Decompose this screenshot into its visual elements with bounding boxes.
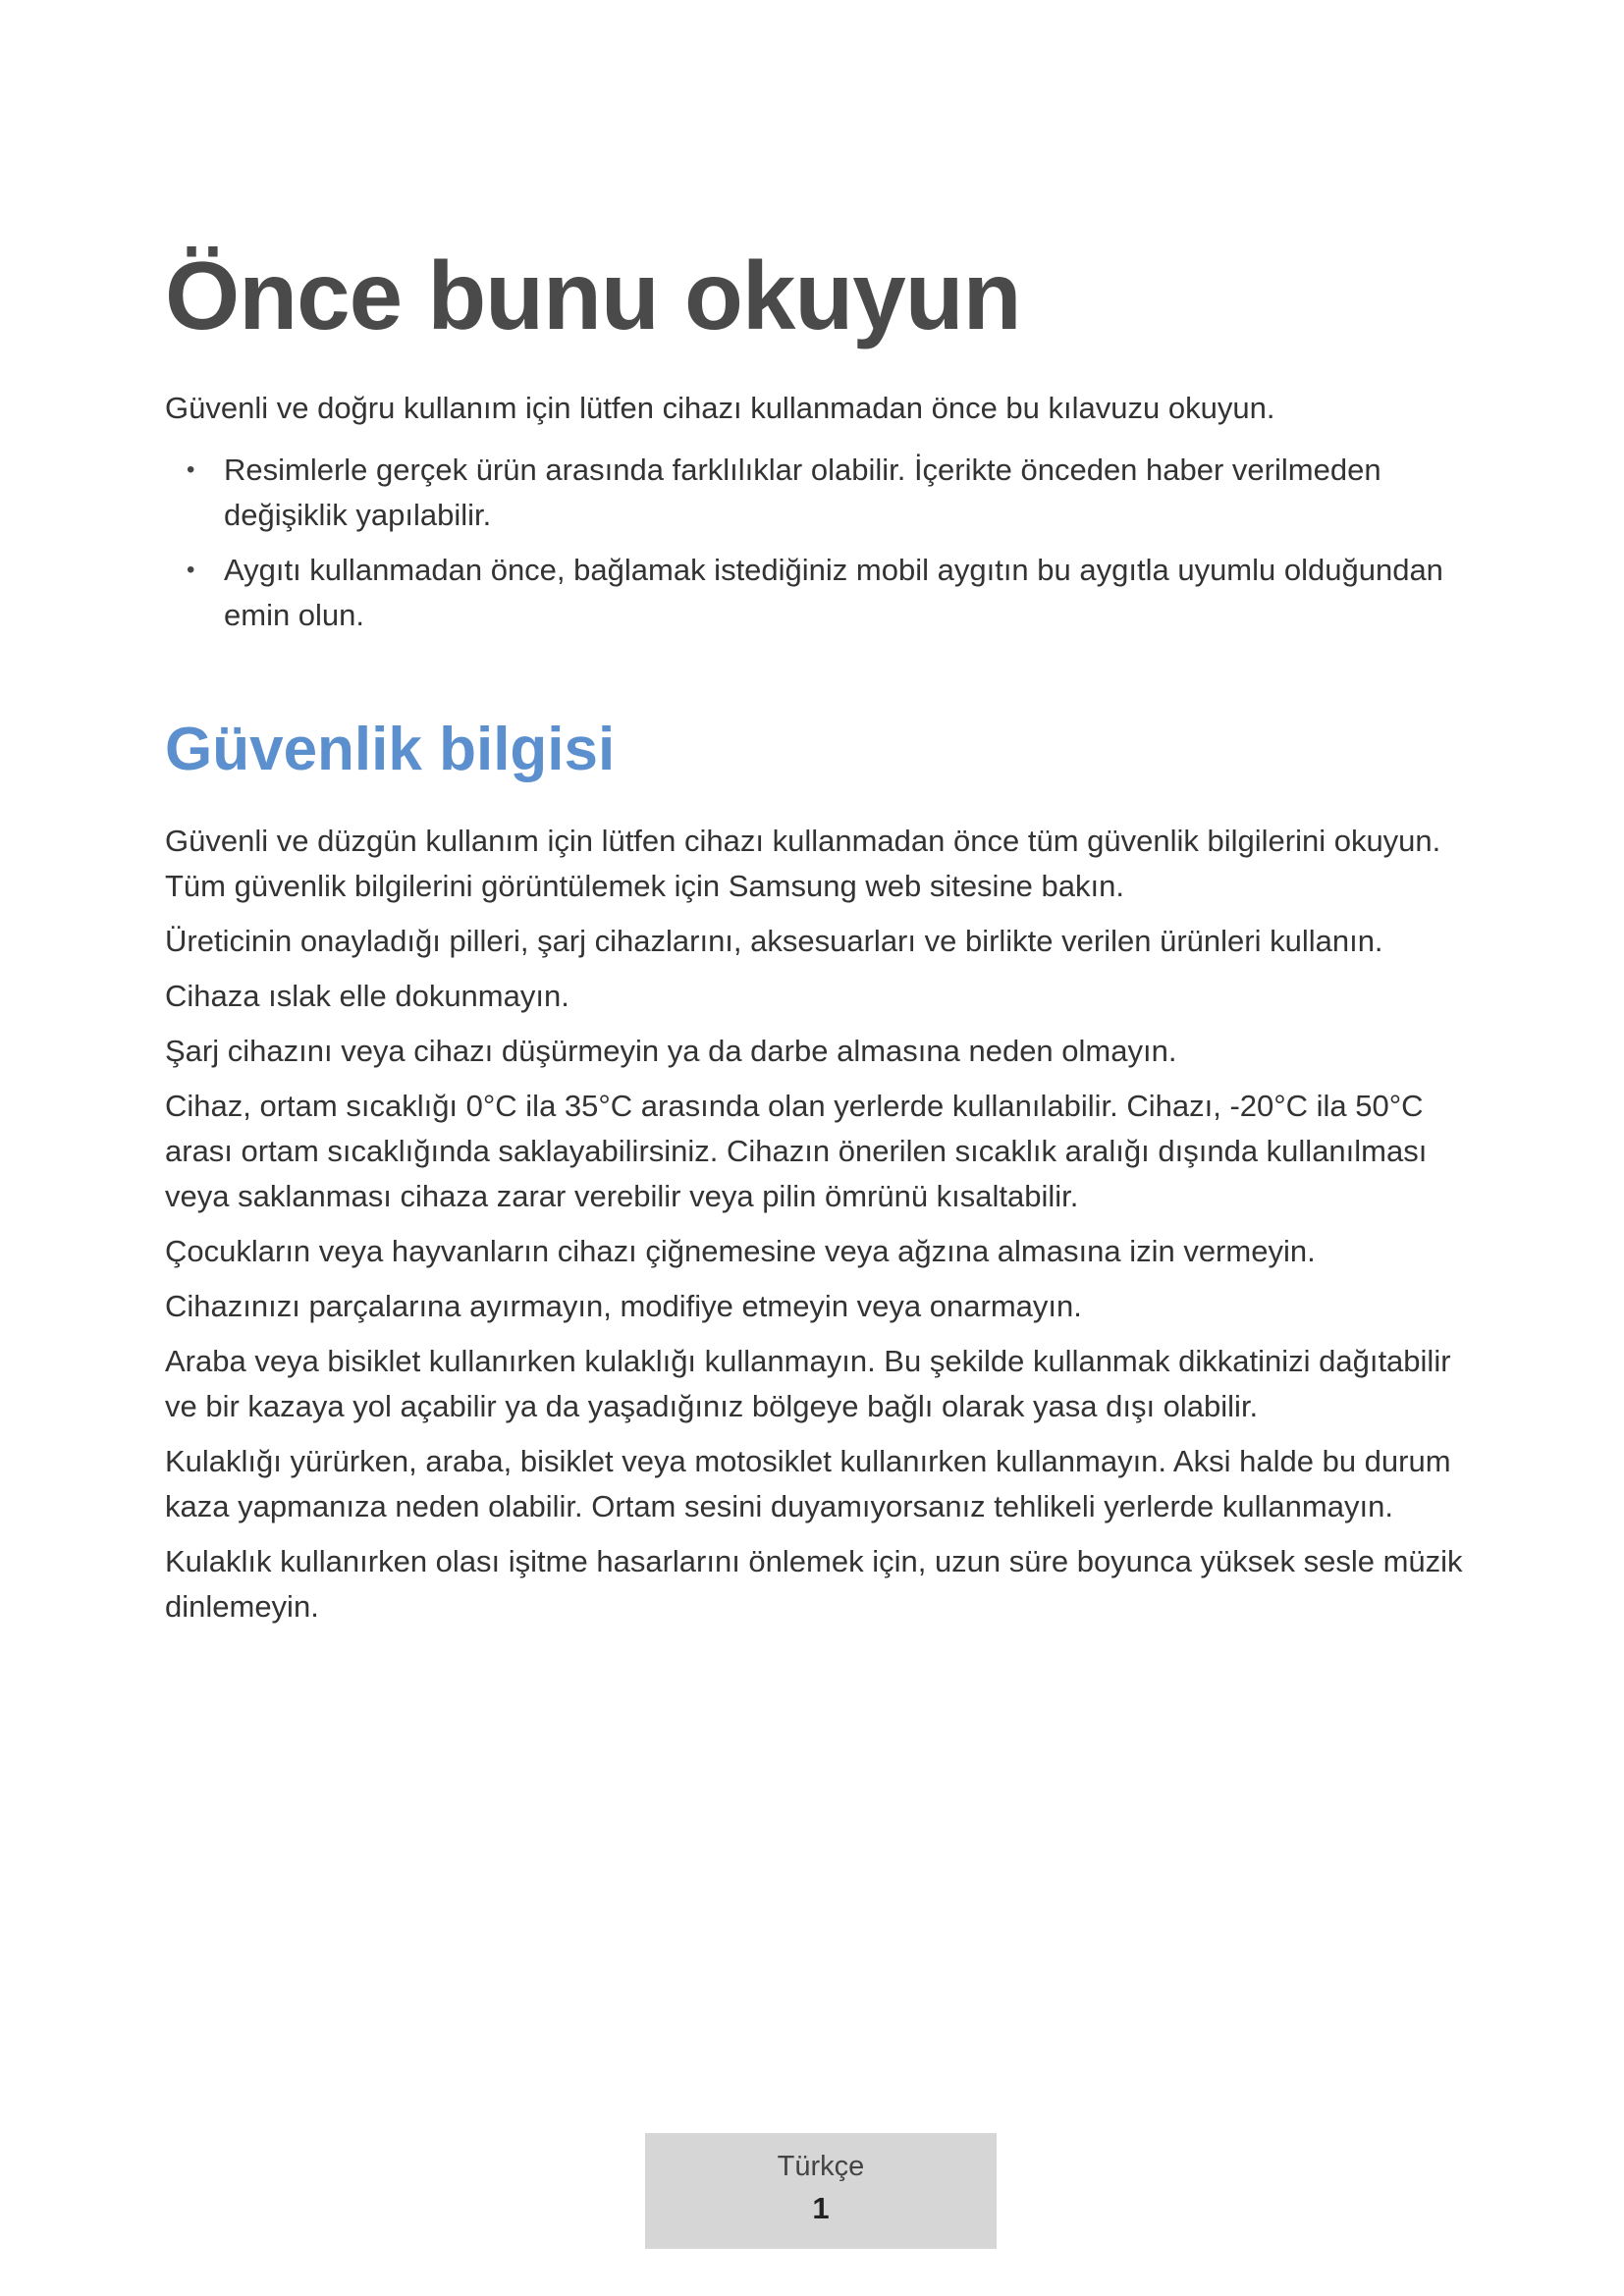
- safety-section-body: [165, 819, 1481, 1639]
- safety-paragraph: Kulaklık kullanırken olası işitme hasarlarını önlemek için, uzun süre boyunca yüksek sesle müzik dinlemeyin.: [165, 1544, 1463, 1624]
- bullet-icon: •: [187, 557, 195, 583]
- list-item: [165, 548, 1481, 638]
- list-item-text: Aygıtı kullanmadan önce, bağlamak istediğiniz mobil aygıtın bu aygıtla uyumlu olduğundan emin olun.: [224, 553, 1443, 632]
- safety-paragraph: Çocukların veya hayvanların cihazı çiğnemesine veya ağzına almasına izin vermeyin.: [165, 1234, 1316, 1268]
- safety-paragraph: Güvenli ve düzgün kullanım için lütfen cihazı kullanmadan önce tüm güvenlik bilgilerini okuyun. Tüm güvenlik bilgilerini görüntülemek için Samsung web sitesine bakın.: [165, 824, 1441, 903]
- safety-paragraph: Cihaza ıslak elle dokunmayın.: [165, 979, 569, 1013]
- page-title: Önce bunu okuyun: [165, 241, 1021, 349]
- list-item-text: Resimlerle gerçek ürün arasında farklılıklar olabilir. İçerikte önceden haber verilmeden değişiklik yapılabilir.: [224, 453, 1381, 532]
- bullet-list: [165, 448, 1481, 648]
- safety-paragraph: Kulaklığı yürürken, araba, bisiklet veya motosiklet kullanırken kullanmayın. Aksi halde bu durum kaza yapmanıza neden olabilir. Ortam sesini duyamıyorsanız tehlikeli yerlerde kullanmayın.: [165, 1444, 1451, 1523]
- page-number: 1: [812, 2191, 830, 2225]
- section-heading-safety: Güvenlik bilgisi: [165, 716, 616, 783]
- page-footer: [645, 2133, 997, 2249]
- list-item: [165, 448, 1481, 538]
- safety-paragraph: Şarj cihazını veya cihazı düşürmeyin ya da darbe almasına neden olmayın.: [165, 1034, 1177, 1068]
- safety-paragraph: Cihaz, ortam sıcaklığı 0°C ila 35°C arasında olan yerlerde kullanılabilir. Cihazı, -20°C ila 50°C arası ortam sıcaklığında saklayabilirsiniz. Cihazın önerilen sıcaklık aralığı dışında kullanılması veya saklanması cihaza zarar verebilir veya pilin ömrünü kısaltabilir.: [165, 1089, 1428, 1213]
- intro-paragraph: Güvenli ve doğru kullanım için lütfen cihazı kullanmadan önce bu kılavuzu okuyun.: [165, 391, 1275, 425]
- safety-paragraph: Üreticinin onayladığı pilleri, şarj cihazlarını, aksesuarları ve birlikte verilen ürünleri kullanın.: [165, 924, 1383, 958]
- safety-paragraph: Cihazınızı parçalarına ayırmayın, modifiye etmeyin veya onarmayın.: [165, 1289, 1082, 1323]
- safety-paragraph: Araba veya bisiklet kullanırken kulaklığı kullanmayın. Bu şekilde kullanmak dikkatinizi dağıtabilir ve bir kazaya yol açabilir ya da yaşadığınız bölgeye bağlı olarak yasa dışı olabilir.: [165, 1344, 1451, 1423]
- footer-language: Türkçe: [777, 2151, 865, 2182]
- bullet-icon: •: [187, 456, 195, 483]
